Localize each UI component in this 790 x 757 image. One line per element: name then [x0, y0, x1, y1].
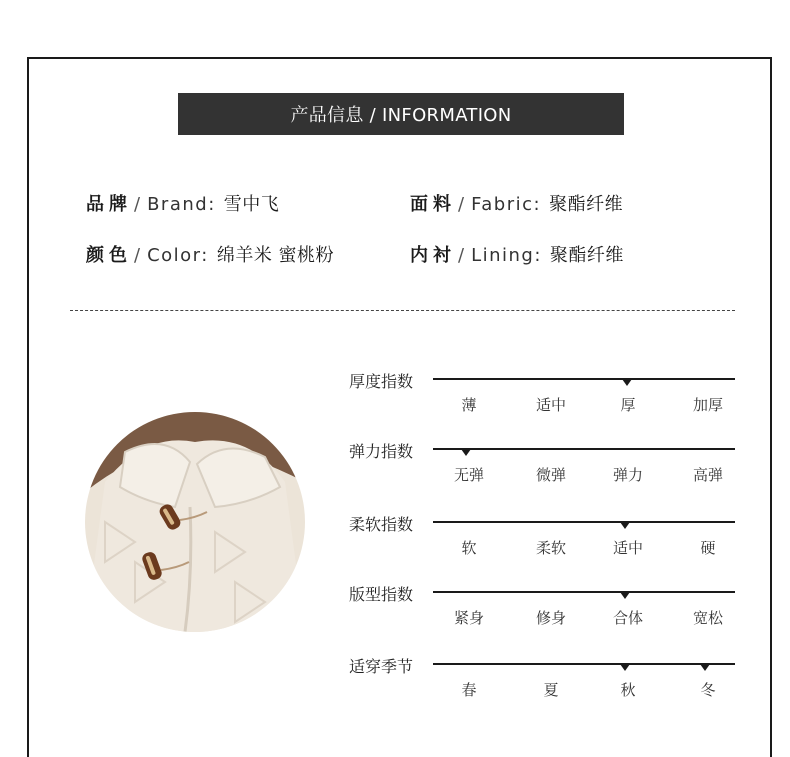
info-color [86, 241, 334, 267]
scale-label: 版型指数 [349, 585, 414, 604]
banner-title: 产品信息 / INFORMATION [290, 105, 512, 126]
scale-line [433, 663, 735, 665]
fabric-sep: / [458, 194, 466, 215]
color-sep: / [134, 245, 142, 266]
scale-label: 弹力指数 [349, 442, 414, 461]
scale-marker-triangle-icon [700, 664, 710, 671]
scale-line [433, 378, 735, 380]
scale-option: 紧身 [453, 609, 485, 627]
scale-option: 无弹 [453, 466, 485, 484]
scale-marker-triangle-icon [620, 664, 630, 671]
scale-option: 弹力 [612, 466, 644, 484]
dashed-divider [70, 310, 735, 311]
fabric-value: 聚酯纤维 [549, 194, 624, 215]
scale-option: 高弹 [692, 466, 724, 484]
scale-line [433, 591, 735, 593]
scale-marker-triangle-icon [620, 522, 630, 529]
scale-option: 硬 [700, 539, 716, 557]
scale-option: 适中 [612, 539, 644, 557]
lining-label: 内衬 [410, 245, 456, 266]
color-en-label: Color: [147, 245, 209, 266]
brand-value: 雪中飞 [223, 194, 280, 215]
scale-label: 柔软指数 [349, 515, 414, 534]
scale-option: 春 [461, 681, 477, 699]
color-label: 颜色 [86, 245, 132, 266]
section-banner [178, 93, 624, 135]
scale-label: 厚度指数 [349, 372, 414, 391]
info-fabric [410, 190, 623, 216]
info-lining [410, 241, 624, 267]
content-frame [27, 57, 772, 757]
brand-sep: / [134, 194, 142, 215]
scale-option: 薄 [461, 396, 477, 414]
scale-option: 夏 [543, 681, 559, 699]
color-value: 绵羊米 蜜桃粉 [216, 245, 335, 266]
scale-option: 合体 [612, 609, 644, 627]
scale-line [433, 448, 735, 450]
brand-en-label: Brand: [147, 194, 216, 215]
scale-marker-triangle-icon [461, 449, 471, 456]
scale-option: 适中 [535, 396, 567, 414]
lining-value: 聚酯纤维 [549, 245, 624, 266]
fabric-en-label: Fabric: [471, 194, 542, 215]
scale-option: 柔软 [535, 539, 567, 557]
product-photo [85, 412, 305, 632]
scale-marker-triangle-icon [620, 592, 630, 599]
scale-marker-triangle-icon [622, 379, 632, 386]
scale-option: 宽松 [692, 609, 724, 627]
lining-sep: / [458, 245, 466, 266]
scale-option: 微弹 [535, 466, 567, 484]
scale-option: 软 [461, 539, 477, 557]
scale-option: 秋 [620, 681, 636, 699]
lining-en-label: Lining: [471, 245, 542, 266]
info-brand [86, 190, 279, 216]
scale-label: 适穿季节 [349, 657, 414, 676]
fleece-coat-image [85, 412, 305, 632]
scale-line [433, 521, 735, 523]
brand-label: 品牌 [86, 194, 132, 215]
scale-option: 厚 [620, 396, 636, 414]
scale-option: 加厚 [692, 396, 724, 414]
scale-option: 修身 [535, 609, 567, 627]
scale-option: 冬 [700, 681, 716, 699]
fabric-label: 面料 [410, 194, 456, 215]
